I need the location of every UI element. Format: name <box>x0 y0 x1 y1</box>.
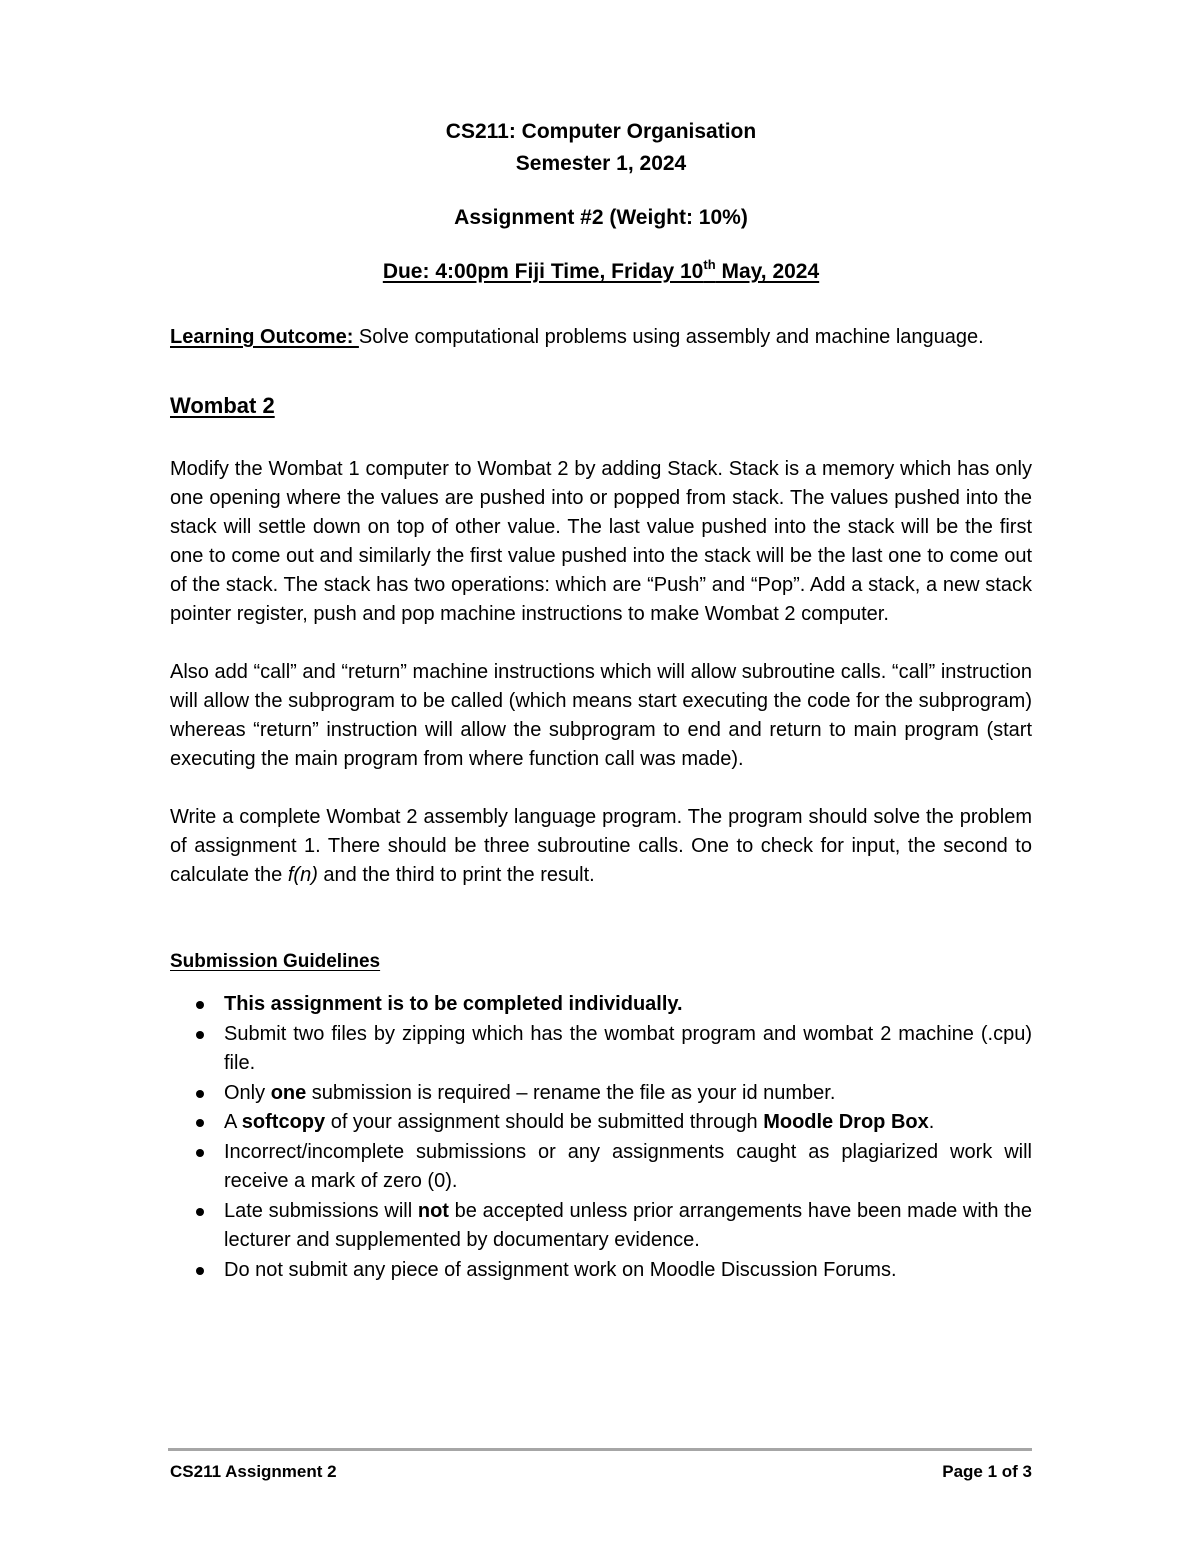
learning-outcome <box>170 322 1032 352</box>
wombat-section-title: Wombat 2 <box>170 393 275 418</box>
guideline-text: submission is required – rename the file as your id number. <box>306 1081 836 1104</box>
wombat-paragraph-1: Modify the Wombat 1 computer to Wombat 2 by adding Stack. Stack is a memory which has only one opening where the values are pushed into or popped from stack. The values pushed into the stack will settle down on top of other value. The last value pushed into the stack will be the first one to come out and similarly the first value pushed into the stack will be the last one to come out of the stack. The stack has two operations: which are “Push” and “Pop”. Add a stack, a new stack pointer register, push and pop machine instructions to make Wombat 2 computer. <box>170 458 1032 625</box>
bullet-icon <box>196 1090 204 1098</box>
course-title: CS211: Computer Organisation <box>445 120 757 143</box>
guideline-text: A <box>224 1111 242 1133</box>
list-item <box>170 1020 1032 1079</box>
semester-line: Semester 1, 2024 <box>515 152 687 175</box>
wombat-paragraph-3-end: and the third to print the result. <box>317 864 595 886</box>
guideline-text: Late submissions will <box>224 1199 418 1222</box>
footer-divider <box>168 1448 1032 1451</box>
list-item <box>170 1079 1032 1109</box>
guideline-text: Incorrect/incomplete submissions or any assignments caught as plagiarized work will receive a mark of zero (0). <box>224 1140 1032 1192</box>
bullet-icon <box>196 1149 204 1157</box>
function-notation: f(n) <box>287 864 318 886</box>
bullet-icon <box>196 1208 204 1216</box>
due-date <box>170 256 1032 288</box>
guideline-text: Only <box>224 1081 271 1104</box>
due-date-suffix: May, 2024 <box>715 260 820 283</box>
due-date-prefix: Due: 4:00pm Fiji Time, Friday 10 <box>382 260 704 283</box>
bullet-icon <box>196 1031 204 1039</box>
bullet-icon <box>196 1267 204 1275</box>
submission-guidelines-title: Submission Guidelines <box>170 951 381 972</box>
list-item <box>170 1197 1032 1256</box>
guideline-text: Do not submit any piece of assignment work on Moodle Discussion Forums. <box>224 1258 897 1281</box>
assignment-title: Assignment #2 (Weight: 10%) <box>454 206 748 229</box>
wombat-paragraph-3-start: Write a complete Wombat 2 assembly language program. The program should solve the problem of assignment 1. There should be three subroutine calls. One to check for input, the second to calculate the <box>170 806 1032 886</box>
bullet-icon <box>196 1001 204 1009</box>
due-date-superscript: th <box>703 257 716 272</box>
wombat-paragraph-3 <box>170 803 1032 890</box>
wombat-paragraph-2: Also add “call” and “return” machine instructions which will allow subroutine calls. “call” instruction will allow the subprogram to be called (which means start executing the code for the subprogram) whereas “return” instruction will allow the subprogram to end and return to main program (start executing the main program from where function call was made). <box>170 661 1032 770</box>
guideline-emphasis: softcopy <box>241 1111 326 1133</box>
list-item <box>170 990 1032 1020</box>
guideline-text: . <box>928 1111 935 1133</box>
learning-outcome-text: Solve computational problems using assembly and machine language. <box>358 326 984 348</box>
list-item <box>170 1108 1032 1138</box>
footer-page-number: Page 1 of 3 <box>942 1462 1032 1481</box>
footer-document-title: CS211 Assignment 2 <box>170 1462 337 1481</box>
list-item <box>170 1138 1032 1197</box>
guideline-emphasis: not <box>417 1199 449 1222</box>
learning-outcome-label: Learning Outcome: <box>170 326 359 348</box>
guideline-text: be accepted unless prior arrangements have been made with the lecturer and supplemented by documentary evidence. <box>224 1199 1032 1251</box>
guideline-text: Submit two files by zipping which has the wombat program and wombat 2 machine (.cpu) file. <box>224 1022 1032 1074</box>
list-item <box>170 1256 1032 1286</box>
guideline-text: of your assignment should be submitted through <box>325 1111 764 1133</box>
guideline-emphasis: one <box>270 1081 307 1104</box>
guideline-emphasis: Moodle Drop Box <box>763 1111 929 1133</box>
submission-guidelines-list <box>170 990 1032 1285</box>
guideline-text: This assignment is to be completed individually. <box>224 993 683 1015</box>
bullet-icon <box>196 1119 204 1127</box>
page-content <box>170 116 1032 1285</box>
